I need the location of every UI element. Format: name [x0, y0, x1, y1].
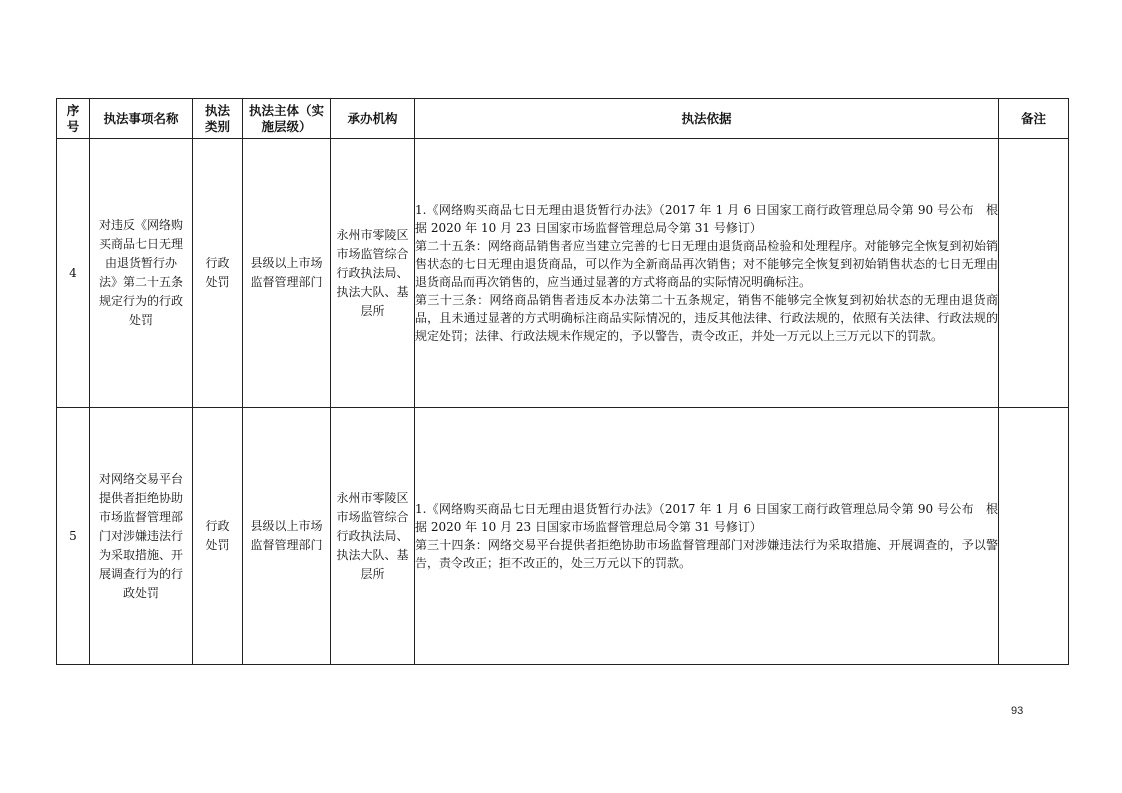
matter-name: 对违反《网络购买商品七日无理由退货暂行办法》第二十五条规定行为的行政处罚: [90, 139, 193, 408]
enforcement-basis: [415, 139, 999, 408]
enforcement-table: [56, 98, 1069, 665]
enforcement-category: 行政处罚: [193, 139, 243, 408]
enforcement-subject: 县级以上市场监督管理部门: [243, 408, 331, 665]
header-subject: 执法主体（实施层级）: [243, 99, 331, 139]
basis-paragraph: 第二十五条：网络商品销售者应当建立完善的七日无理由退货商品检验和处理程序。对能够完全恢复到初始销售状态的七日无理由退货商品，可以作为全新商品再次销售；对不能够完全恢复到初始销售状态的七日无理由退货商品而再次销售的，应当通过显著的方式将商品的实际情况明确标注。: [415, 239, 998, 289]
header-name: 执法事项名称: [90, 99, 193, 139]
remark-cell: [999, 408, 1069, 665]
table-row: [57, 408, 1069, 665]
basis-paragraph: 第三十四条：网络交易平台提供者拒绝协助市场监督管理部门对涉嫌违法行为采取措施、开展调查的，予以警告，责令改正；拒不改正的，处三万元以下的罚款。: [415, 538, 998, 570]
table-row: [57, 139, 1069, 408]
row-number: 4: [57, 139, 90, 408]
header-row: [57, 99, 1069, 139]
basis-paragraph: 第三十三条：网络商品销售者违反本办法第二十五条规定，销售不能够完全恢复到初始状态的无理由退货商品，且未通过显著的方式明确标注商品实际情况的，违反其他法律、行政法规的，依照有关法律、行政法规的规定处罚；法律、行政法规未作规定的，予以警告，责令改正，并处一万元以上三万元以下的罚款。: [415, 293, 998, 343]
page-number: 93: [1011, 705, 1024, 717]
header-office: 承办机构: [331, 99, 415, 139]
handling-office: 永州市零陵区市场监管综合行政执法局、执法大队、基层所: [331, 139, 415, 408]
enforcement-subject: 县级以上市场监督管理部门: [243, 139, 331, 408]
matter-name: 对网络交易平台提供者拒绝协助市场监督管理部门对涉嫌违法行为采取措施、开展调查行为的行政处罚: [90, 408, 193, 665]
basis-paragraph: 1.《网络购买商品七日无理由退货暂行办法》（2017 年 1 月 6 日国家工商行政管理总局令第 90 号公布 根据 2020 年 10 月 23 日国家市场监督管理总局令第 31 号修订）: [415, 502, 998, 534]
header-basis: 执法依据: [415, 99, 999, 139]
enforcement-basis: [415, 408, 999, 665]
enforcement-category: 行政处罚: [193, 408, 243, 665]
handling-office: 永州市零陵区市场监管综合行政执法局、执法大队、基层所: [331, 408, 415, 665]
header-category: 执法类别: [193, 99, 243, 139]
header-remark: 备注: [999, 99, 1069, 139]
basis-paragraph: 1.《网络购买商品七日无理由退货暂行办法》（2017 年 1 月 6 日国家工商行政管理总局令第 90 号公布 根据 2020 年 10 月 23 日国家市场监督管理总局令第 31 号修订）: [415, 203, 998, 235]
header-no: 序号: [57, 99, 90, 139]
remark-cell: [999, 139, 1069, 408]
row-number: 5: [57, 408, 90, 665]
